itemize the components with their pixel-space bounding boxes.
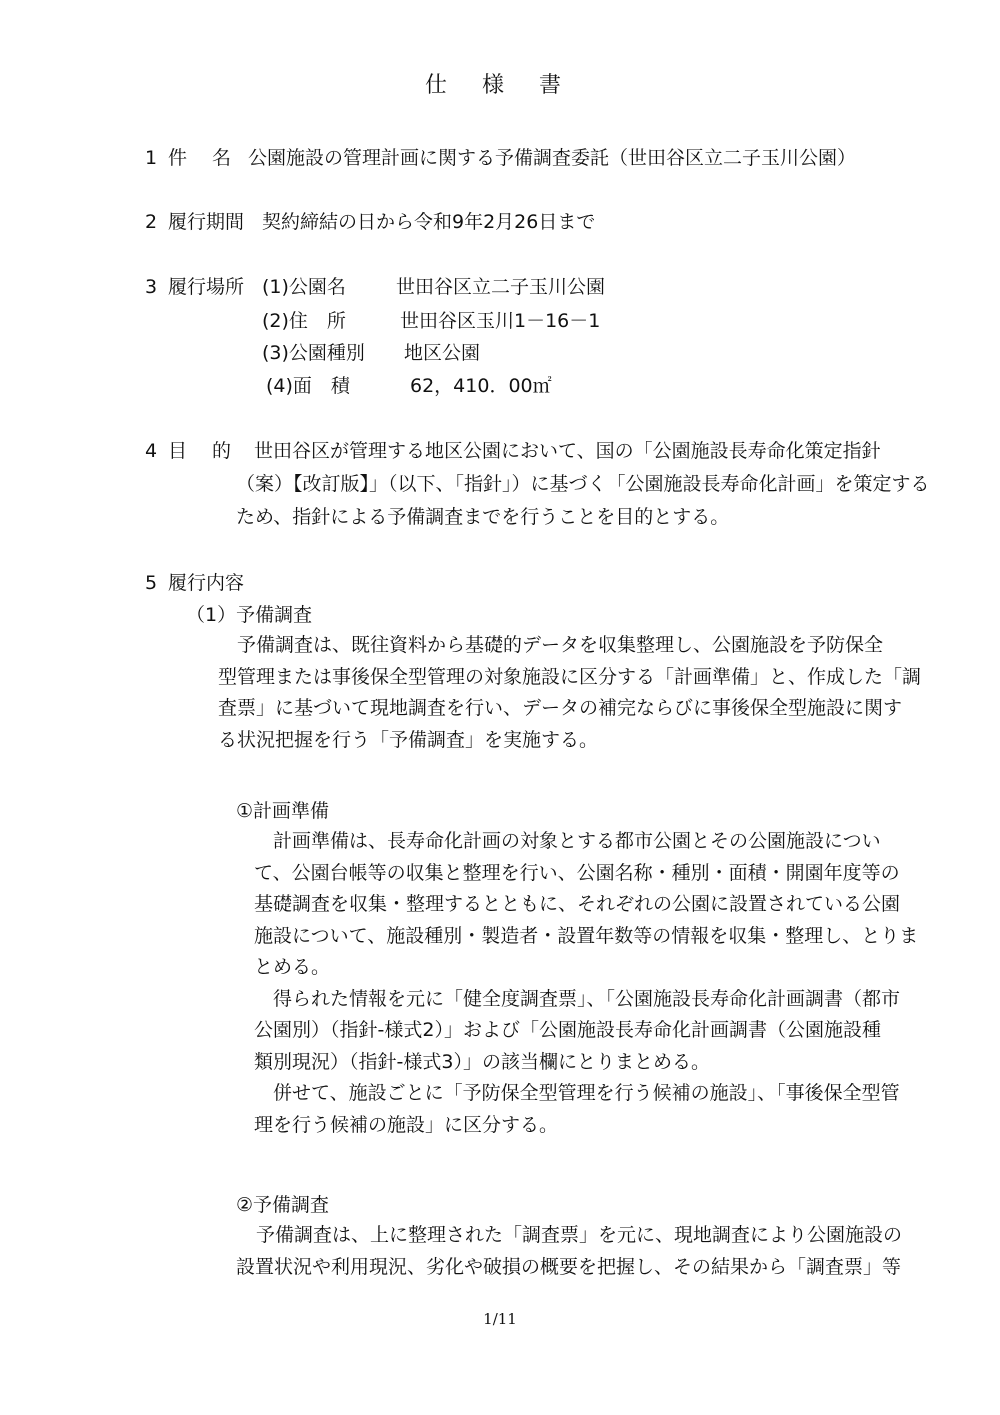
paragraph-line: 併せて、施設ごとに「予防保全型管理を行う候補の施設」、「事後保全型管 xyxy=(254,1082,900,1104)
location-row-value: 地区公園 xyxy=(404,342,481,364)
paragraph-line: 公園別）（指針-様式2）」および「公園施設長寿命化計画調書（公園施設種 xyxy=(254,1019,881,1041)
paragraph-line: 予備調査は、既往資料から基礎的データを収集整理し、公園施設を予防保全 xyxy=(218,634,884,656)
location-row-value: 世田谷区立二子玉川公園 xyxy=(396,276,606,298)
subsection-heading: （1）予備調査 xyxy=(186,604,313,626)
section-4-number: 4 xyxy=(145,440,158,462)
section-1-number: 1 xyxy=(145,147,158,169)
page-number: 1/11 xyxy=(483,1310,517,1328)
section-4-label: 目 的 xyxy=(168,440,232,462)
paragraph-line: 査票」に基づいて現地調査を行い、データの補完ならびに事後保全型施設に関す xyxy=(218,697,903,719)
paragraph-line: る状況把握を行う「予備調査」を実施する。 xyxy=(218,728,599,751)
subsection-paragraph xyxy=(218,630,922,756)
section-2-label: 履行期間 xyxy=(168,211,245,233)
paragraph-line: 設置状況や利用現況、劣化や破損の概要を把握し、その結果から「調査票」等 xyxy=(236,1255,902,1278)
paragraph-line: とめる。 xyxy=(254,956,331,978)
paragraph-line: 計画準備は、長寿命化計画の対象とする都市公園とその公園施設につい xyxy=(254,830,881,852)
item-paragraph xyxy=(236,1220,908,1283)
location-row-value: 世田谷区玉川1－16－1 xyxy=(400,310,601,332)
section-1-text: 公園施設の管理計画に関する予備調査委託（世田谷区立二子玉川公園） xyxy=(248,147,857,169)
item-paragraph xyxy=(254,826,919,1141)
purpose-line: 世田谷区が管理する地区公園において、国の「公園施設長寿命化策定指針 xyxy=(254,440,881,462)
paragraph-line: て、公園台帳等の収集と整理を行い、公園名称・種別・面積・開園年度等の xyxy=(254,861,900,884)
section-1-label: 件 名 xyxy=(168,147,232,169)
item-heading: ①計画準備 xyxy=(236,800,330,822)
document-title: 仕 様 書 xyxy=(425,73,575,98)
section-3-label: 履行場所 xyxy=(168,276,245,298)
location-row-key: (1)公園名 xyxy=(262,276,346,298)
paragraph-line: 類別現況）（指針-様式3）」の該当欄にとりまとめる。 xyxy=(254,1050,710,1073)
paragraph-line: 理を行う候補の施設」に区分する。 xyxy=(254,1113,559,1136)
location-row-key: (3)公園種別 xyxy=(262,342,365,364)
section-5-number: 5 xyxy=(145,572,158,594)
section-3-number: 3 xyxy=(145,276,158,298)
section-2-number: 2 xyxy=(145,211,158,233)
paragraph-line: 予備調査は、上に整理された「調査票」を元に、現地調査により公園施設の xyxy=(256,1224,903,1246)
paragraph-line: 施設について、施設種別・製造者・設置年数等の情報を収集・整理し、とりま xyxy=(254,924,919,947)
item-heading: ②予備調査 xyxy=(236,1194,330,1216)
section-5-label: 履行内容 xyxy=(168,572,245,594)
paragraph-line: 得られた情報を元に「健全度調査票」、「公園施設長寿命化計画調書（都市 xyxy=(254,987,901,1010)
location-row-key: (2)住 所 xyxy=(262,310,346,332)
location-row-key: (4)面 積 xyxy=(266,375,350,397)
paragraph-line: 型管理または事後保全型管理の対象施設に区分する「計画準備」と、作成した「調 xyxy=(218,665,922,688)
purpose-line: ため、指針による予備調査までを行うことを目的とする。 xyxy=(236,506,730,528)
paragraph-line: 基礎調査を収集・整理するとともに、それぞれの公園に設置されている公園 xyxy=(254,893,901,915)
purpose-line: （案）【改訂版】」（以下、「指針」）に基づく「公園施設長寿命化計画」を策定する xyxy=(236,473,930,495)
section-2-text: 契約締結の日から令和9年2月26日まで xyxy=(262,211,596,233)
location-row-value: 62，410．00㎡ xyxy=(410,375,552,397)
